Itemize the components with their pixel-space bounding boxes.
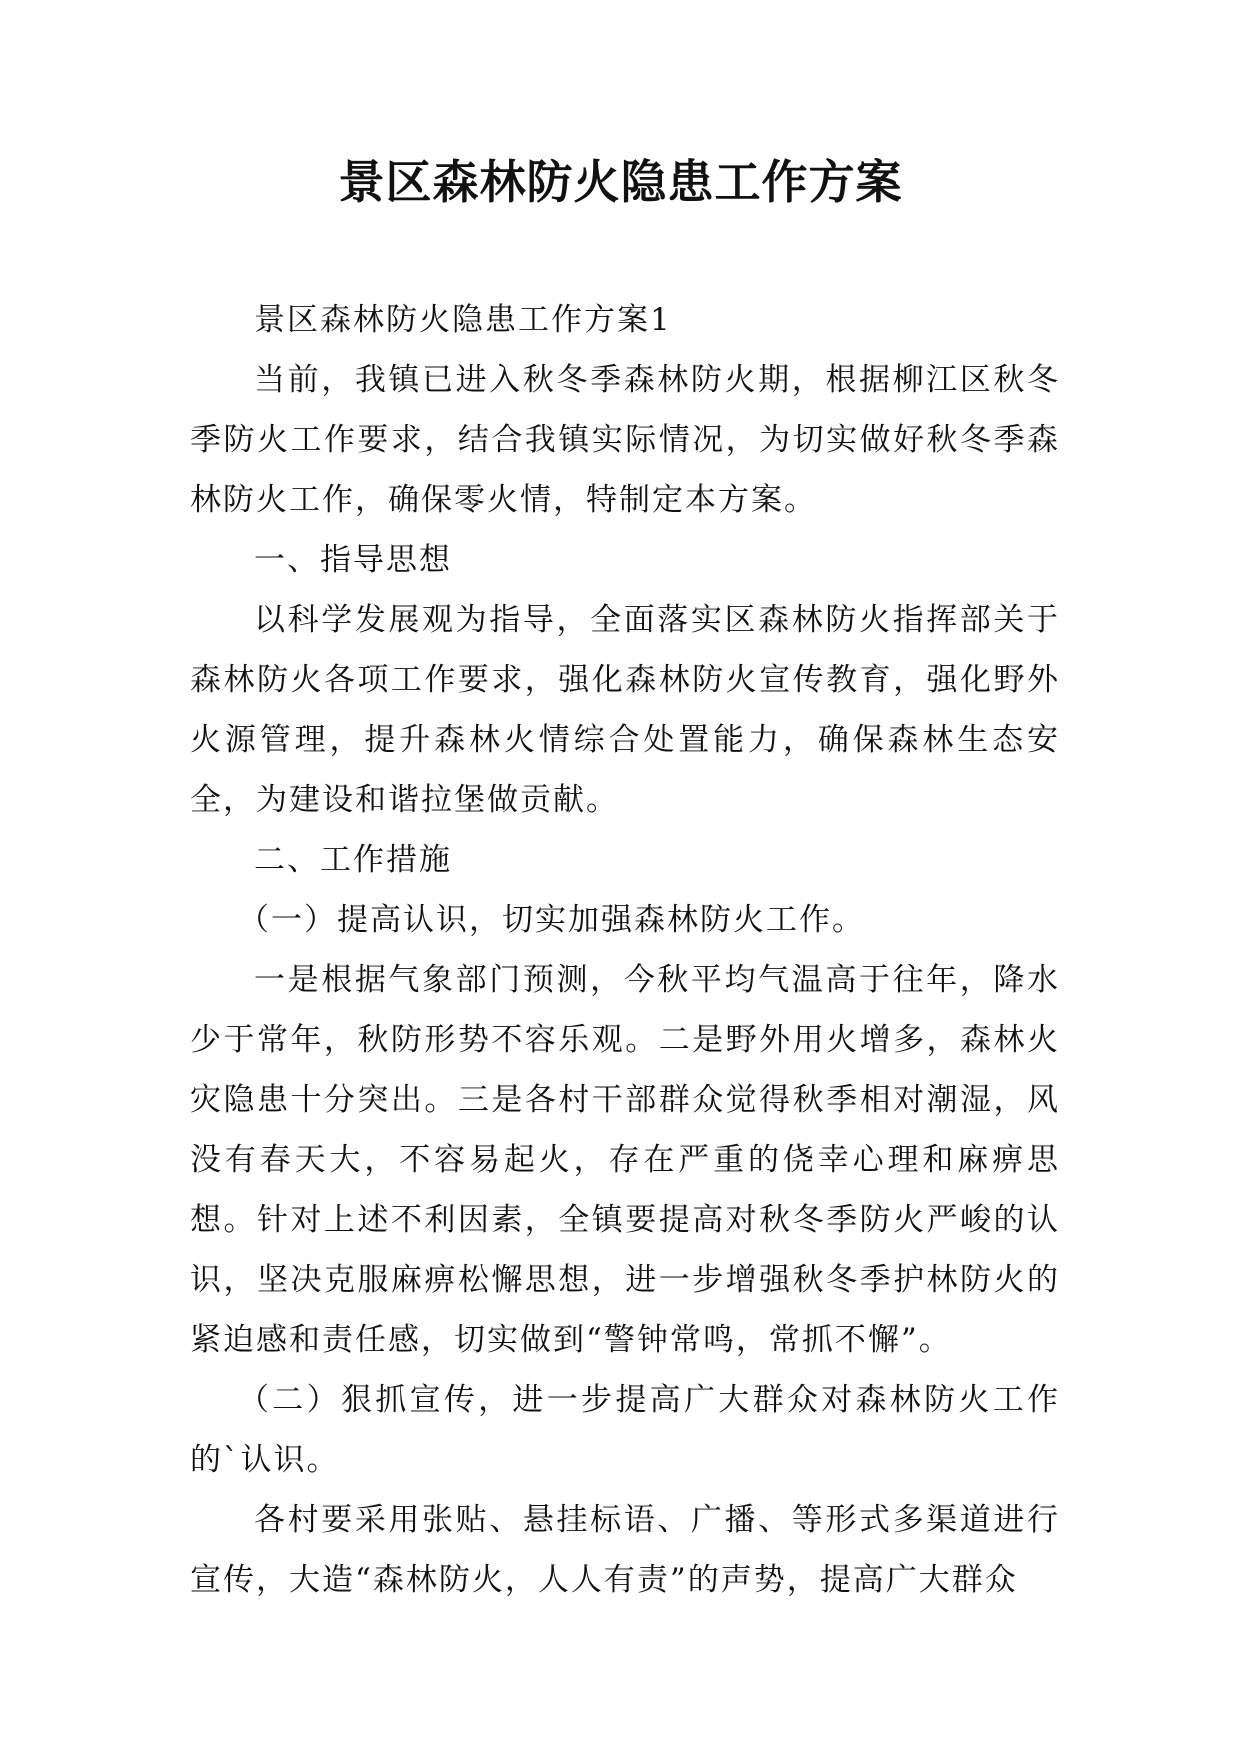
heading-guiding-thought: 一、指导思想: [254, 542, 452, 578]
paragraph-subtitle: 景区森林防火隐患工作方案1: [254, 302, 672, 338]
paragraph-measure-2: 各村要采用张贴、悬挂标语、广播、等形式多渠道进行宣传，大造“森林防火，人人有责”的声势，提高广大群众: [190, 1502, 1060, 1598]
subheading-measure-1: （一）提高认识，切实加强森林防火工作。: [238, 902, 865, 938]
paragraph-guiding-thought: 以科学发展观为指导，全面落实区森林防火指挥部关于森林防火各项工作要求，强化森林防火宣传教育，强化野外火源管理，提升森林火情综合处置能力，确保森林生态安全，为建设和谐拉堡做贡献。: [190, 602, 1060, 818]
paragraph-measure-1: 一是根据气象部门预测，今秋平均气温高于往年，降水少于常年，秋防形势不容乐观。二是野外用火增多，森林火灾隐患十分突出。三是各村干部群众觉得秋季相对潮湿，风没有春天大，不容易起火，存在严重的侥幸心理和麻痹思想。针对上述不利因素，全镇要提高对秋冬季防火严峻的认识，坚决克服麻痹松懈思想，进一步增强秋冬季护林防火的紧迫感和责任感，切实做到“警钟常鸣，常抓不懈”。: [190, 962, 1060, 1358]
document-body: [190, 290, 1060, 1610]
document-title: 景区森林防火隐患工作方案: [338, 155, 903, 209]
subheading-measure-2: （二）狠抓宣传，进一步提高广大群众对森林防火工作的`认识。: [190, 1382, 1060, 1478]
heading-work-measures: 二、工作措施: [254, 842, 452, 878]
paragraph-intro: 当前，我镇已进入秋冬季森林防火期，根据柳江区秋冬季防火工作要求，结合我镇实际情况，为切实做好秋冬季森林防火工作，确保零火情，特制定本方案。: [190, 362, 1060, 518]
